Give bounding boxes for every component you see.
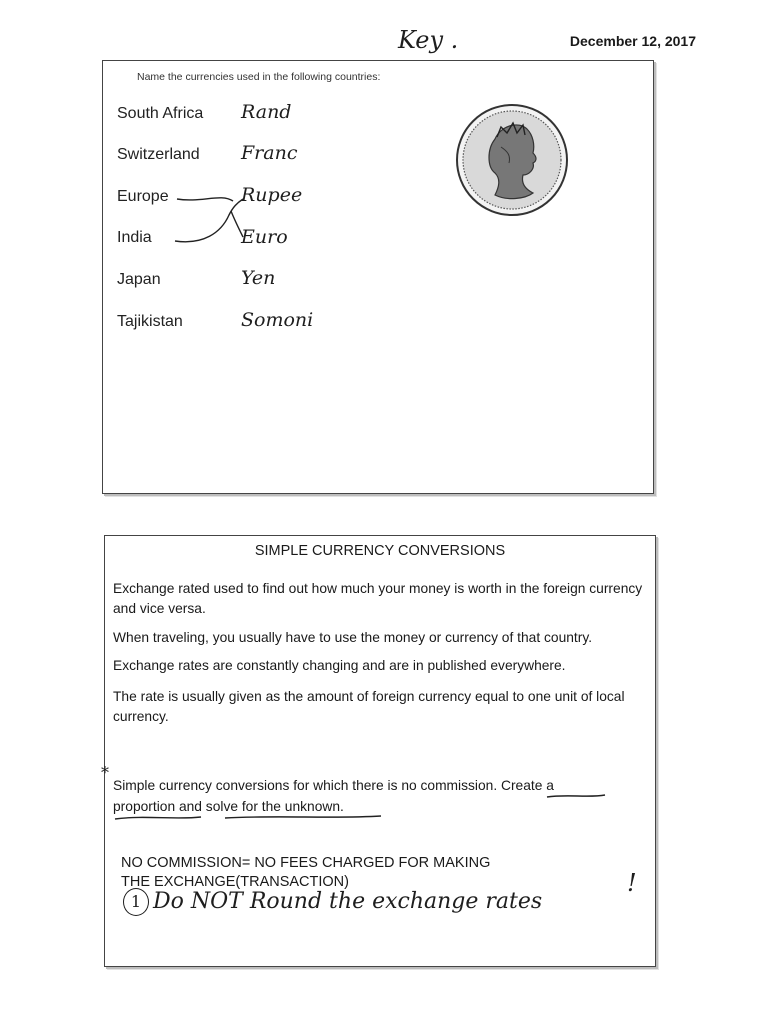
key-note: Key .	[398, 26, 459, 54]
star-mark: *	[101, 763, 109, 782]
instruction-text: Name the currencies used in the following countries:	[137, 71, 381, 83]
paragraph: The rate is usually given as the amount of foreign currency equal to one unit of local currency.	[113, 689, 625, 724]
currency-countries-slide	[102, 60, 654, 494]
country-label: South Africa	[117, 105, 204, 122]
country-label: Tajikistan	[117, 313, 183, 330]
handwritten-note	[123, 888, 542, 916]
circled-number: 1	[123, 888, 149, 916]
currency-answer: Euro	[241, 226, 288, 248]
handwritten-note-text: Do NOT Round the exchange rates	[153, 889, 543, 914]
country-label: India	[117, 229, 152, 246]
conversion-line: Simple currency conversions for which there is no commission. Create a	[113, 778, 554, 793]
currency-answer: Franc	[241, 142, 298, 164]
country-label: Europe	[117, 188, 169, 205]
exclamation-mark: !	[627, 869, 637, 897]
swap-arrow-lines	[103, 61, 303, 261]
currency-answer: Rand	[241, 101, 292, 123]
currency-answer: Yen	[241, 267, 276, 289]
country-label: Japan	[117, 271, 161, 288]
handwritten-underlines	[105, 536, 655, 836]
simple-conversions-slide	[101, 535, 656, 967]
country-label: Switzerland	[117, 146, 200, 163]
no-commission-line: THE EXCHANGE(TRANSACTION)	[121, 874, 349, 890]
currency-answer: Rupee	[241, 184, 303, 206]
paragraph: When traveling, you usually have to use the money or currency of that country.	[113, 630, 593, 645]
currency-answer: Somoni	[241, 309, 314, 331]
no-commission-line: NO COMMISSION= NO FEES CHARGED FOR MAKING	[121, 855, 491, 871]
page-date: December 12, 2017	[569, 33, 696, 49]
slide-title: SIMPLE CURRENCY CONVERSIONS	[254, 543, 506, 559]
paragraph: Exchange rates are constantly changing and are in published everywhere.	[113, 658, 566, 673]
coin-queen-portrait-icon	[455, 103, 569, 217]
conversion-line: proportion and solve for the unknown.	[113, 799, 344, 814]
paragraph: Exchange rated used to find out how much your money is worth in the foreign currency and vice versa.	[113, 581, 643, 616]
